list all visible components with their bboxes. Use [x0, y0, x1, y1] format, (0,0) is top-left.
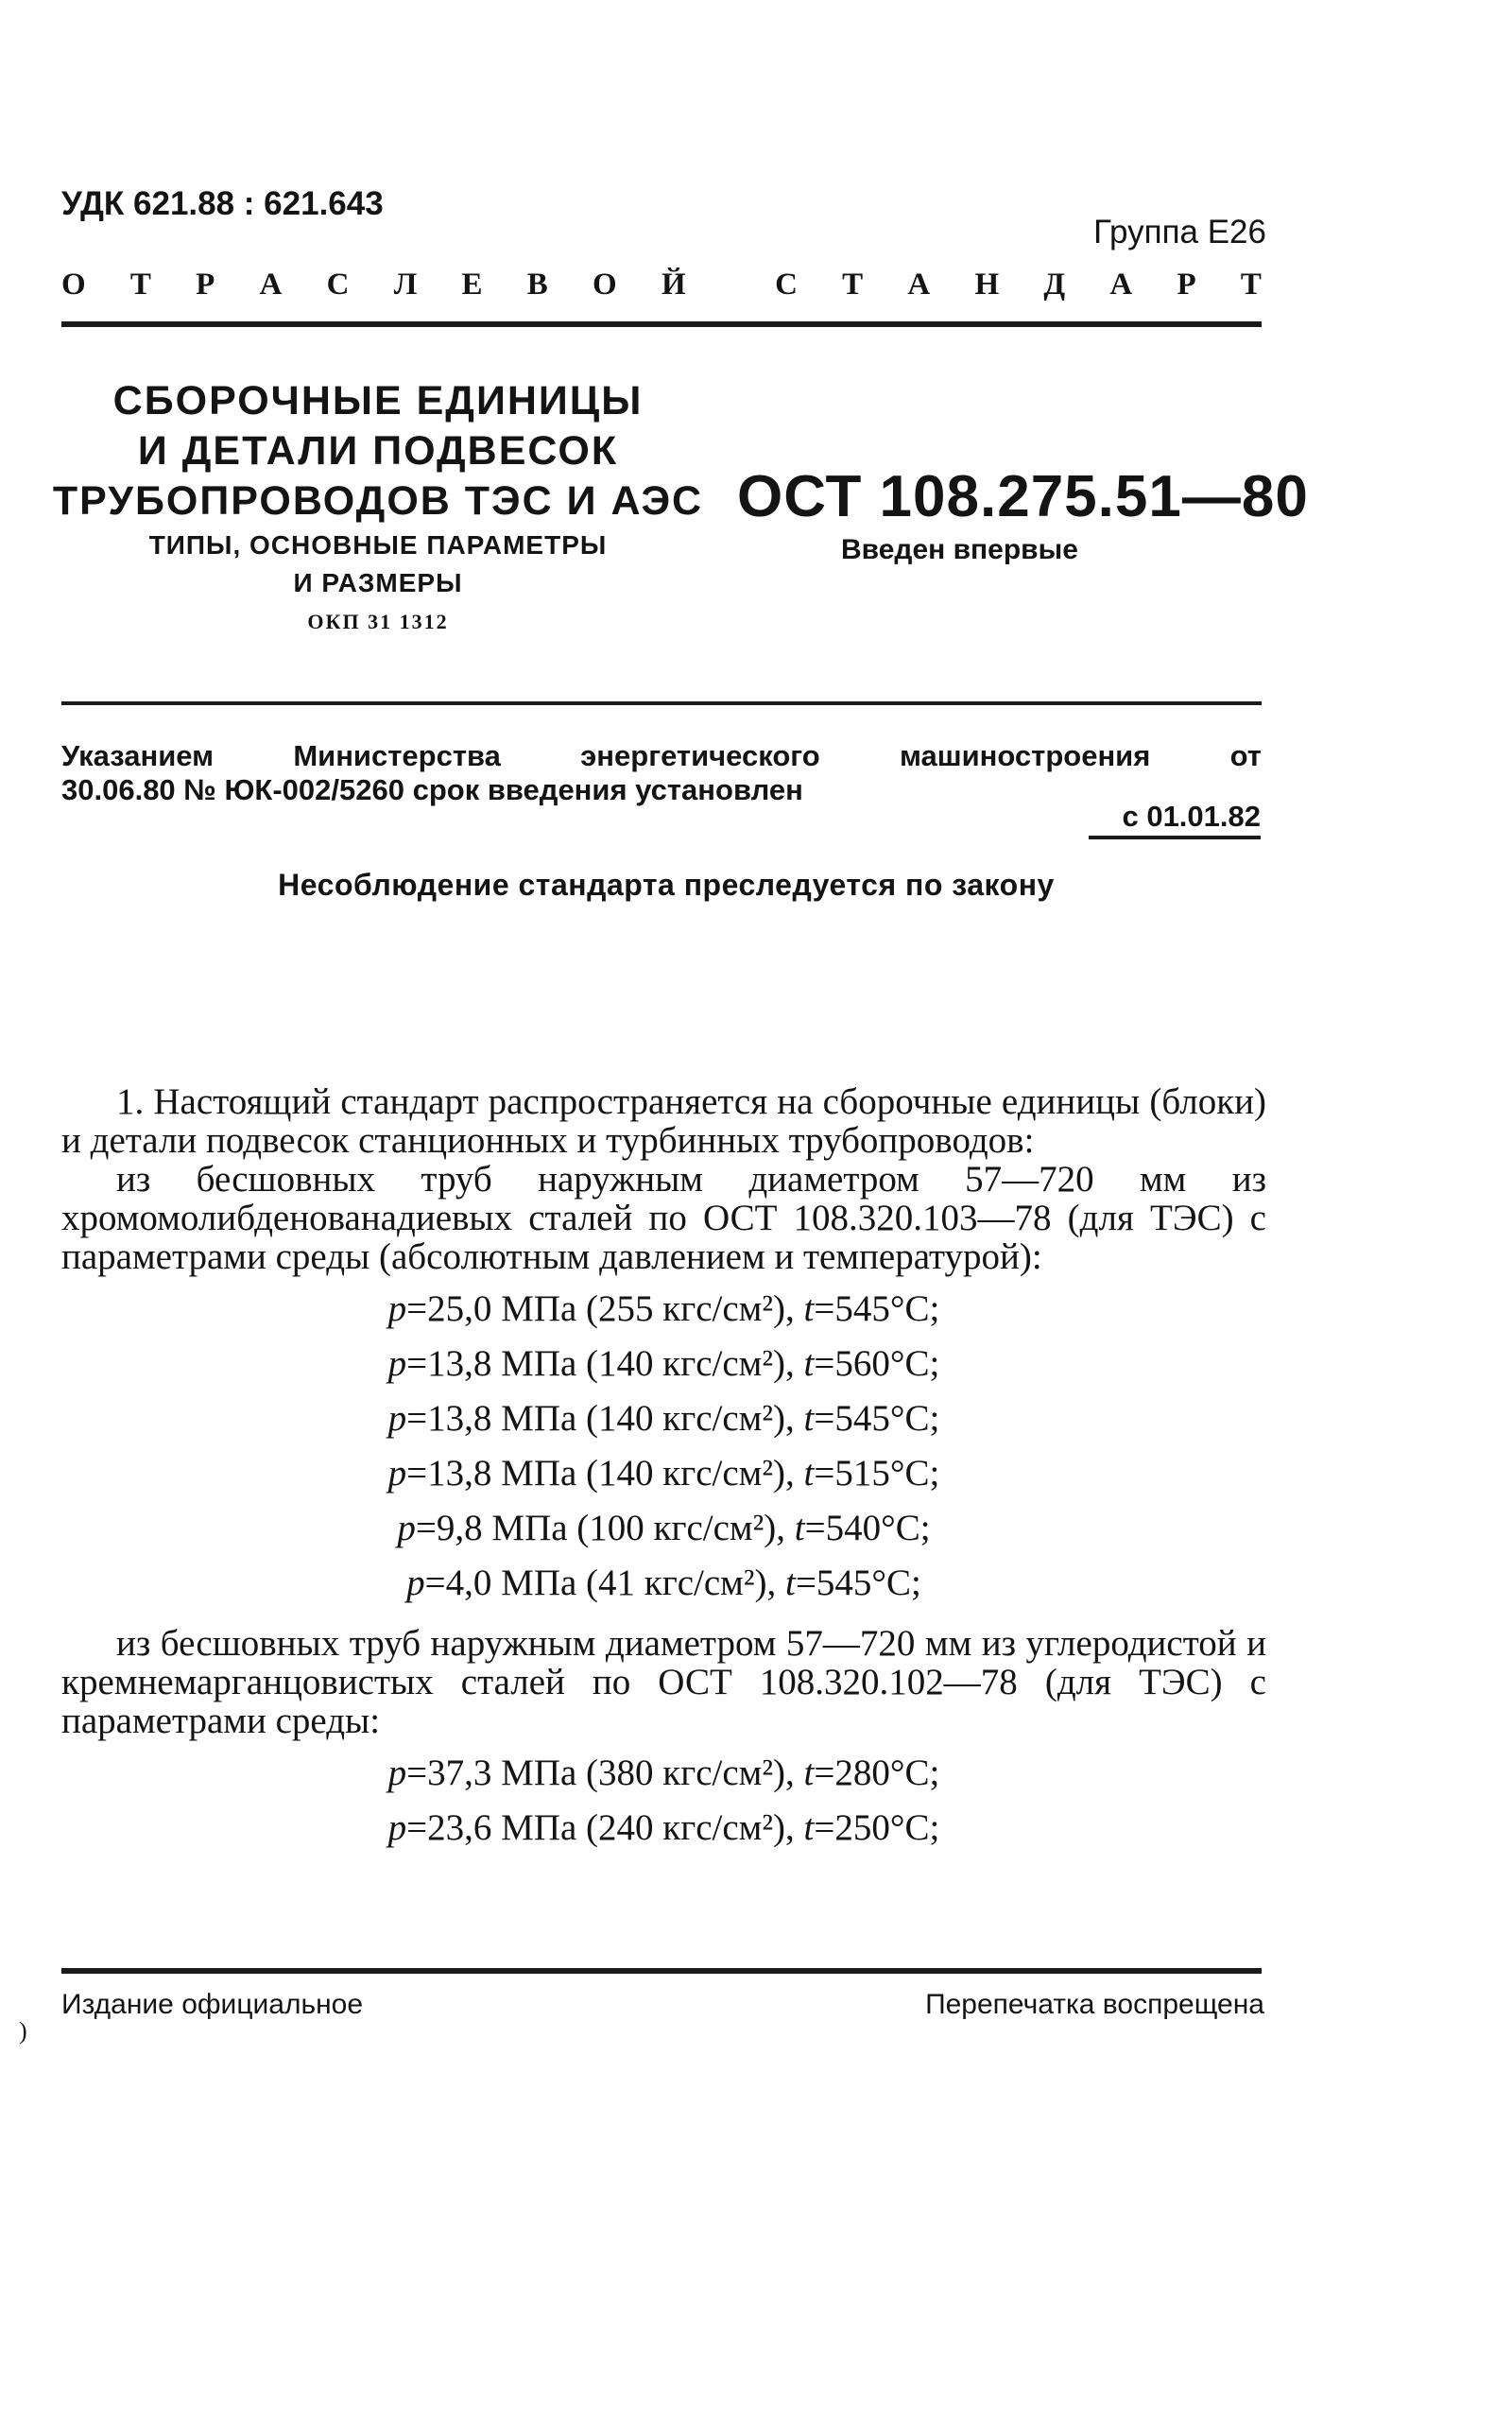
- legal-notice-text: Несоблюдение стандарта преследуется по закону: [278, 868, 1055, 902]
- decree-word: энергетического: [580, 739, 820, 772]
- heading-letter: А: [907, 268, 931, 302]
- heading-letter: А: [259, 268, 283, 302]
- pressure-symbol: p: [387, 1753, 407, 1793]
- pressure-symbol: p: [397, 1508, 416, 1548]
- footer-reprint-prohibited: Перепечатка воспрещена: [925, 1989, 1264, 2020]
- pressure-value: =13,8 МПа (140 кгс/см²),: [406, 1343, 804, 1384]
- margin-mark: ): [19, 2017, 27, 2045]
- decree-text: [61, 739, 1262, 807]
- parameter-line: [61, 1746, 1266, 1801]
- heading-letter: Т: [842, 268, 864, 302]
- heading-letter: Н: [974, 268, 1000, 302]
- subtitle-line-1: ТИПЫ, ОСНОВНЫЕ ПАРАМЕТРЫ: [148, 530, 608, 560]
- parameter-line: [61, 1446, 1266, 1501]
- heading-letter: В: [526, 268, 548, 302]
- parameter-line: [61, 1801, 1266, 1856]
- temperature-value: =250°C;: [814, 1807, 940, 1848]
- subtitle-line-2: И РАЗМЕРЫ: [293, 568, 463, 597]
- parameter-line: [61, 1391, 1266, 1446]
- parameter-list-1: [61, 1282, 1266, 1611]
- pressure-value: =23,6 МПа (240 кгс/см²),: [406, 1807, 804, 1848]
- heading-letter: Т: [1240, 268, 1262, 302]
- temperature-symbol: t: [803, 1398, 815, 1439]
- decree-line-1: [61, 739, 1262, 773]
- group-label: Группа Е26: [1093, 214, 1266, 250]
- decree-word: Министерства: [293, 739, 501, 772]
- temperature-value: =545°C;: [795, 1563, 921, 1603]
- heading-letter: Й: [661, 268, 686, 302]
- temperature-symbol: t: [803, 1288, 815, 1329]
- title-block: [52, 376, 704, 634]
- temperature-symbol: t: [803, 1343, 815, 1384]
- effective-date: с 01.01.82: [1122, 800, 1261, 833]
- heading-letter: Е: [461, 268, 483, 302]
- footer-official-edition: Издание официальное: [61, 1989, 364, 2020]
- pressure-value: =13,8 МПа (140 кгс/см²),: [406, 1398, 804, 1439]
- parameter-line: [61, 1337, 1266, 1391]
- standard-intro-note: Введен впервые: [841, 534, 1078, 565]
- heading-letter: С: [326, 268, 350, 302]
- pressure-symbol: p: [387, 1398, 407, 1439]
- paragraph-2: из бесшовных труб наружным диаметром 57—720 мм из хромомолибденованадиевых сталей по ОСТ 108.320.103—78 (для ТЭС) с параметрами среды (абсолютным давлением и температурой):: [61, 1159, 1266, 1277]
- paragraph-1: 1. Настоящий стандарт распространяется на сборочные единицы (блоки) и детали подвесок станционных и турбинных трубопроводов:: [61, 1081, 1266, 1161]
- decree-line-2: 30.06.80 № ЮК-002/5260 срок введения установлен: [61, 773, 803, 806]
- parameter-line: [61, 1501, 1266, 1556]
- temperature-symbol: t: [803, 1753, 815, 1793]
- heading-letter: Р: [196, 268, 215, 302]
- paragraph-3: из бесшовных труб наружным диаметром 57—720 мм из углеродистой и кремнемарганцовистых сталей по ОСТ 108.320.102—78 (для ТЭС) с параметрами среды:: [61, 1623, 1266, 1741]
- decree-word: Указанием: [61, 739, 215, 772]
- bottom-divider: [61, 1968, 1262, 1974]
- heading-letter: Т: [129, 268, 151, 302]
- heading-letter: С: [775, 268, 798, 302]
- title-line-2: И ДЕТАЛИ ПОДВЕСОК: [137, 428, 619, 474]
- temperature-value: =545°C;: [814, 1398, 940, 1439]
- body-text: [61, 1082, 1266, 1856]
- heading-letter: О: [61, 268, 86, 302]
- parameter-line: [61, 1556, 1266, 1611]
- industry-standard-heading: [61, 268, 1262, 302]
- heading-letter: Л: [393, 268, 418, 302]
- temperature-symbol: t: [785, 1563, 796, 1603]
- parameter-line: [61, 1282, 1266, 1337]
- pressure-symbol: p: [406, 1563, 425, 1603]
- pressure-symbol: p: [387, 1807, 407, 1848]
- standard-number: ОСТ 108.275.51—80: [737, 464, 1309, 529]
- pressure-value: =9,8 МПа (100 кгс/см²),: [415, 1508, 795, 1548]
- heading-letter: О: [593, 268, 617, 302]
- heading-letter: А: [1109, 268, 1133, 302]
- middle-divider: [61, 701, 1262, 705]
- title-line-3: ТРУБОПРОВОДОВ ТЭС И АЭС: [52, 478, 704, 524]
- parameter-list-2: [61, 1746, 1266, 1856]
- temperature-value: =545°C;: [814, 1288, 940, 1329]
- pressure-symbol: p: [387, 1343, 407, 1384]
- pressure-value: =13,8 МПа (140 кгс/см²),: [406, 1453, 804, 1494]
- temperature-symbol: t: [794, 1508, 805, 1548]
- temperature-symbol: t: [803, 1453, 815, 1494]
- heading-letter: Р: [1177, 268, 1196, 302]
- legal-notice: [0, 868, 1512, 903]
- temperature-value: =515°C;: [814, 1453, 940, 1494]
- effective-date-underline: [1089, 836, 1261, 839]
- top-divider: [61, 321, 1262, 327]
- temperature-value: =280°C;: [814, 1753, 940, 1793]
- pressure-symbol: p: [387, 1288, 407, 1329]
- temperature-value: =540°C;: [804, 1508, 931, 1548]
- pressure-value: =37,3 МПа (380 кгс/см²),: [406, 1753, 804, 1793]
- title-line-1: СБОРОЧНЫЕ ЕДИНИЦЫ: [112, 378, 644, 423]
- okp-code: ОКП 31 1312: [307, 610, 449, 633]
- pressure-symbol: p: [387, 1453, 407, 1494]
- temperature-value: =560°C;: [814, 1343, 940, 1384]
- pressure-value: =4,0 МПа (41 кгс/см²),: [424, 1563, 786, 1603]
- udk-code: УДК 621.88 : 621.643: [61, 185, 384, 222]
- pressure-value: =25,0 МПа (255 кгс/см²),: [406, 1288, 804, 1329]
- heading-letter: Д: [1043, 268, 1066, 302]
- decree-word: от: [1229, 739, 1262, 772]
- temperature-symbol: t: [803, 1807, 815, 1848]
- decree-word: машиностроения: [900, 739, 1151, 772]
